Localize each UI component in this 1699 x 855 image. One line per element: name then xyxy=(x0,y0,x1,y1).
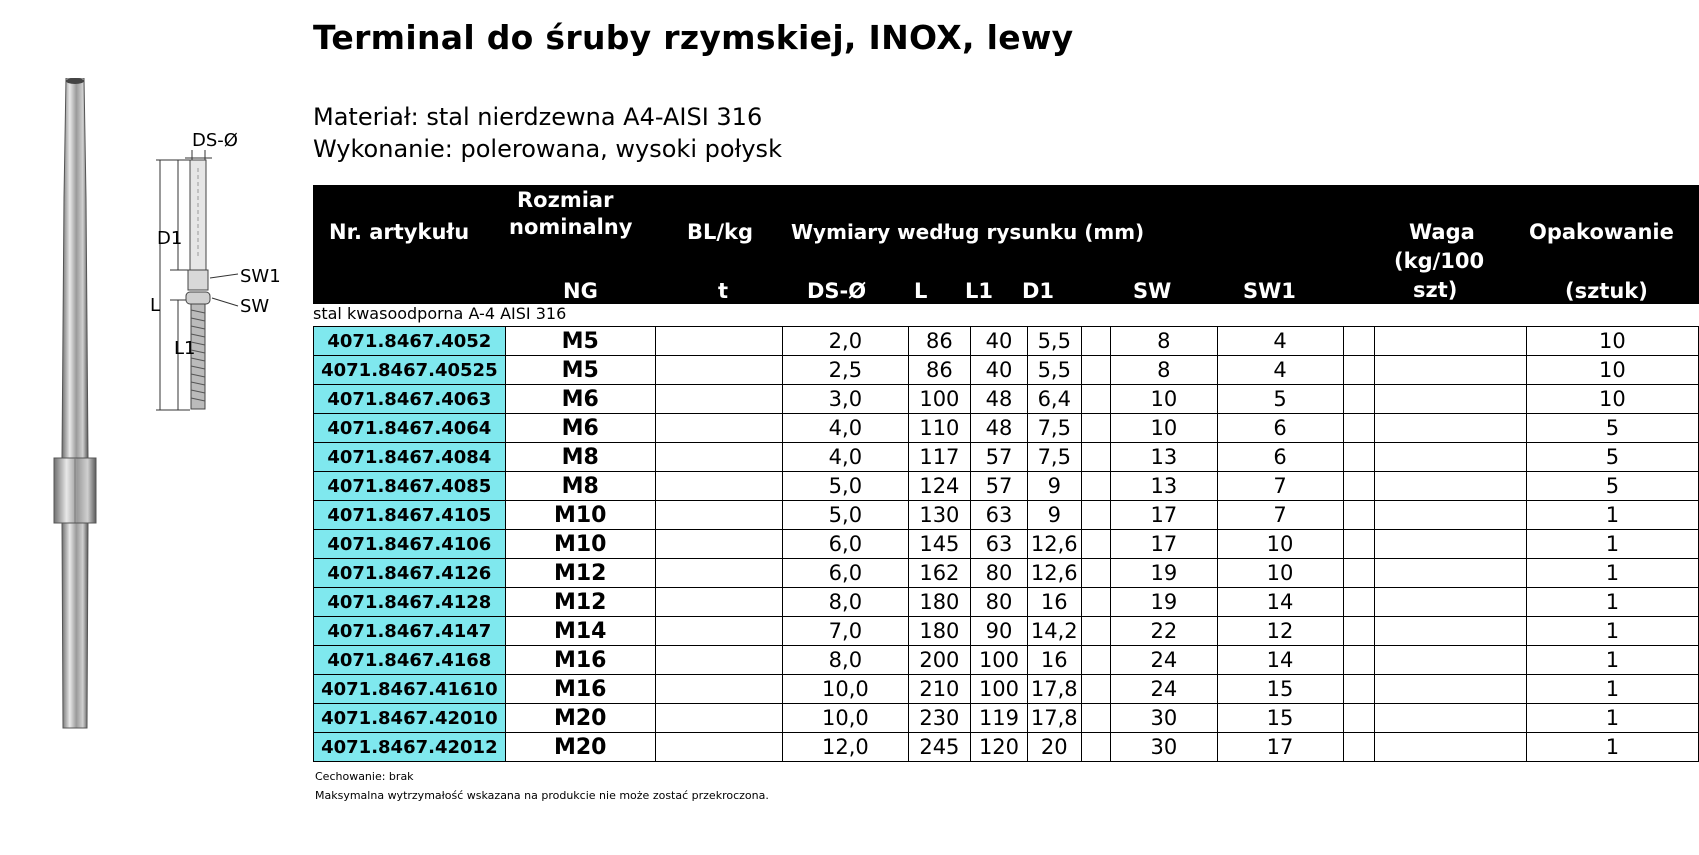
cell-pack: 5 xyxy=(1526,414,1698,443)
table-row xyxy=(314,675,1699,704)
cell-empty xyxy=(1343,327,1374,356)
cell-sw1: 10 xyxy=(1217,530,1343,559)
cell-d1: 9 xyxy=(1027,501,1081,530)
cell-empty xyxy=(1374,443,1526,472)
cell-empty xyxy=(1343,617,1374,646)
cell-sw: 19 xyxy=(1111,559,1217,588)
cell-empty xyxy=(1081,414,1110,443)
cell-sw1: 14 xyxy=(1217,646,1343,675)
cell-ds: 4,0 xyxy=(783,414,908,443)
cell-sw: 13 xyxy=(1111,443,1217,472)
cell-empty xyxy=(1374,733,1526,762)
product-photo xyxy=(40,78,140,732)
cell-empty xyxy=(1343,530,1374,559)
label-sw1: SW1 xyxy=(240,266,281,287)
table-row xyxy=(314,646,1699,675)
table-row xyxy=(314,414,1699,443)
header-pack-unit: (sztuk) xyxy=(1565,279,1648,303)
cell-empty xyxy=(1374,327,1526,356)
cell-d1: 12,6 xyxy=(1027,559,1081,588)
cell-empty xyxy=(1343,443,1374,472)
cell-sw: 22 xyxy=(1111,617,1217,646)
cell-pack: 1 xyxy=(1526,646,1698,675)
cell-sw1: 10 xyxy=(1217,559,1343,588)
header-sw: SW xyxy=(1133,279,1172,303)
cell-empty xyxy=(655,646,782,675)
cell-empty xyxy=(1081,733,1110,762)
cell-l: 145 xyxy=(908,530,971,559)
cell-pack: 1 xyxy=(1526,559,1698,588)
cell-l1: 80 xyxy=(971,588,1028,617)
table-row xyxy=(314,501,1699,530)
cell-empty xyxy=(1374,385,1526,414)
cell-ds: 12,0 xyxy=(783,733,908,762)
cell-ds: 7,0 xyxy=(783,617,908,646)
cell-empty xyxy=(1374,646,1526,675)
header-bl: BL/kg xyxy=(687,220,754,244)
cell-d1: 20 xyxy=(1027,733,1081,762)
cell-empty xyxy=(1343,356,1374,385)
cell-pack: 1 xyxy=(1526,617,1698,646)
cell-empty xyxy=(1081,646,1110,675)
technical-drawing xyxy=(140,128,290,448)
cell-empty xyxy=(1081,356,1110,385)
cell-empty xyxy=(1081,559,1110,588)
table-row xyxy=(314,385,1699,414)
cell-empty xyxy=(655,559,782,588)
cell-ng: M6 xyxy=(505,414,655,443)
cell-empty xyxy=(655,443,782,472)
cell-pack: 5 xyxy=(1526,443,1698,472)
cell-empty xyxy=(1343,646,1374,675)
table-row xyxy=(314,356,1699,385)
footnote-strength: Maksymalna wytrzymałość wskazana na produkcie nie może zostać przekroczona. xyxy=(315,789,769,802)
cell-l: 230 xyxy=(908,704,971,733)
cell-ng: M16 xyxy=(505,675,655,704)
cell-l: 210 xyxy=(908,675,971,704)
cell-d1: 7,5 xyxy=(1027,443,1081,472)
cell-pack: 1 xyxy=(1526,675,1698,704)
cell-sw: 30 xyxy=(1111,704,1217,733)
header-l1: L1 xyxy=(965,279,993,303)
cell-pack: 5 xyxy=(1526,472,1698,501)
cell-sw1: 17 xyxy=(1217,733,1343,762)
cell-ds: 6,0 xyxy=(783,530,908,559)
cell-empty xyxy=(1343,559,1374,588)
cell-l1: 48 xyxy=(971,414,1028,443)
cell-pack: 1 xyxy=(1526,530,1698,559)
cell-l: 200 xyxy=(908,646,971,675)
cell-l1: 57 xyxy=(971,472,1028,501)
cell-ds: 2,5 xyxy=(783,356,908,385)
cell-empty xyxy=(1374,675,1526,704)
cell-sw1: 12 xyxy=(1217,617,1343,646)
cell-d1: 12,6 xyxy=(1027,530,1081,559)
cell-pack: 1 xyxy=(1526,704,1698,733)
cell-sw: 10 xyxy=(1111,385,1217,414)
cell-sw: 8 xyxy=(1111,327,1217,356)
label-l1: L1 xyxy=(174,338,196,359)
cell-art: 4071.8467.4052 xyxy=(314,327,506,356)
cell-l1: 100 xyxy=(971,646,1028,675)
cell-empty xyxy=(1374,617,1526,646)
cell-d1: 14,2 xyxy=(1027,617,1081,646)
cell-art: 4071.8467.40525 xyxy=(314,356,506,385)
cell-sw1: 6 xyxy=(1217,443,1343,472)
cell-sw: 8 xyxy=(1111,356,1217,385)
cell-sw1: 14 xyxy=(1217,588,1343,617)
header-dims: Wymiary według rysunku (mm) xyxy=(791,220,1145,244)
cell-l: 180 xyxy=(908,617,971,646)
cell-empty xyxy=(655,617,782,646)
cell-empty xyxy=(1081,501,1110,530)
cell-l: 180 xyxy=(908,588,971,617)
table-row xyxy=(314,617,1699,646)
cell-art: 4071.8467.4085 xyxy=(314,472,506,501)
cell-sw1: 15 xyxy=(1217,675,1343,704)
cell-empty xyxy=(655,675,782,704)
cell-l: 86 xyxy=(908,327,971,356)
cell-d1: 5,5 xyxy=(1027,327,1081,356)
cell-art: 4071.8467.4126 xyxy=(314,559,506,588)
cell-pack: 1 xyxy=(1526,501,1698,530)
cell-ds: 2,0 xyxy=(783,327,908,356)
cell-art: 4071.8467.4106 xyxy=(314,530,506,559)
cell-art: 4071.8467.4128 xyxy=(314,588,506,617)
table-header xyxy=(313,185,1699,304)
cell-l1: 57 xyxy=(971,443,1028,472)
header-d1: D1 xyxy=(1022,279,1055,303)
cell-empty xyxy=(1374,414,1526,443)
cell-empty xyxy=(1343,472,1374,501)
cell-empty xyxy=(1081,617,1110,646)
header-waga-1: Waga xyxy=(1409,220,1475,244)
table-row xyxy=(314,530,1699,559)
cell-l1: 40 xyxy=(971,356,1028,385)
cell-ng: M20 xyxy=(505,733,655,762)
cell-empty xyxy=(655,414,782,443)
cell-empty xyxy=(1343,501,1374,530)
cell-d1: 5,5 xyxy=(1027,356,1081,385)
cell-art: 4071.8467.42012 xyxy=(314,733,506,762)
cell-pack: 10 xyxy=(1526,356,1698,385)
material-line: Materiał: stal nierdzewna A4-AISI 316 xyxy=(313,103,763,131)
cell-sw: 24 xyxy=(1111,675,1217,704)
cell-ng: M6 xyxy=(505,385,655,414)
label-l: L xyxy=(150,295,161,316)
cell-empty xyxy=(1374,356,1526,385)
cell-sw: 17 xyxy=(1111,501,1217,530)
cell-l: 130 xyxy=(908,501,971,530)
cell-empty xyxy=(655,327,782,356)
cell-empty xyxy=(655,356,782,385)
cell-l1: 90 xyxy=(971,617,1028,646)
header-ng: NG xyxy=(563,279,598,303)
label-ds: DS-Ø xyxy=(192,130,238,151)
cell-sw: 13 xyxy=(1111,472,1217,501)
cell-empty xyxy=(1374,559,1526,588)
cell-ng: M8 xyxy=(505,443,655,472)
cell-d1: 9 xyxy=(1027,472,1081,501)
table-row xyxy=(314,704,1699,733)
header-sw1: SW1 xyxy=(1243,279,1296,303)
cell-sw: 19 xyxy=(1111,588,1217,617)
table-row xyxy=(314,472,1699,501)
cell-ds: 3,0 xyxy=(783,385,908,414)
footnote-marking: Cechowanie: brak xyxy=(315,770,414,783)
cell-ng: M20 xyxy=(505,704,655,733)
header-waga-3: szt) xyxy=(1413,278,1458,302)
cell-ng: M5 xyxy=(505,327,655,356)
cell-ds: 5,0 xyxy=(783,501,908,530)
cell-empty xyxy=(1343,414,1374,443)
cell-empty xyxy=(1081,675,1110,704)
cell-ds: 6,0 xyxy=(783,559,908,588)
product-table xyxy=(313,326,1699,762)
cell-d1: 7,5 xyxy=(1027,414,1081,443)
cell-ng: M8 xyxy=(505,472,655,501)
cell-l1: 63 xyxy=(971,501,1028,530)
page-title: Terminal do śruby rzymskiej, INOX, lewy xyxy=(313,18,1074,57)
cell-d1: 16 xyxy=(1027,588,1081,617)
cell-l: 86 xyxy=(908,356,971,385)
cell-empty xyxy=(1374,501,1526,530)
finish-line: Wykonanie: polerowana, wysoki połysk xyxy=(313,135,782,163)
cell-l: 100 xyxy=(908,385,971,414)
cell-art: 4071.8467.4064 xyxy=(314,414,506,443)
cell-empty xyxy=(1343,588,1374,617)
header-art: Nr. artykułu xyxy=(329,220,470,244)
cell-art: 4071.8467.4168 xyxy=(314,646,506,675)
cell-empty xyxy=(1081,530,1110,559)
cell-empty xyxy=(1343,385,1374,414)
cell-empty xyxy=(1081,588,1110,617)
cell-ds: 5,0 xyxy=(783,472,908,501)
cell-sw1: 7 xyxy=(1217,501,1343,530)
cell-l1: 120 xyxy=(971,733,1028,762)
cell-empty xyxy=(1081,385,1110,414)
header-l: L xyxy=(914,279,928,303)
cell-empty xyxy=(1343,704,1374,733)
cell-empty xyxy=(655,588,782,617)
table-row xyxy=(314,733,1699,762)
cell-pack: 10 xyxy=(1526,385,1698,414)
cell-l1: 100 xyxy=(971,675,1028,704)
header-size-1: Rozmiar xyxy=(517,188,614,212)
cell-l: 162 xyxy=(908,559,971,588)
cell-d1: 17,8 xyxy=(1027,675,1081,704)
cell-empty xyxy=(1374,530,1526,559)
cell-empty xyxy=(1081,472,1110,501)
cell-sw: 30 xyxy=(1111,733,1217,762)
cell-sw1: 4 xyxy=(1217,356,1343,385)
header-ds: DS-Ø xyxy=(807,279,867,303)
cell-empty xyxy=(1081,443,1110,472)
cell-empty xyxy=(655,501,782,530)
cell-sw: 10 xyxy=(1111,414,1217,443)
cell-sw1: 4 xyxy=(1217,327,1343,356)
cell-empty xyxy=(1081,327,1110,356)
cell-pack: 1 xyxy=(1526,733,1698,762)
header-waga-2: (kg/100 xyxy=(1394,249,1485,273)
label-d1: D1 xyxy=(157,228,183,249)
cell-ng: M10 xyxy=(505,530,655,559)
cell-ng: M5 xyxy=(505,356,655,385)
cell-empty xyxy=(655,704,782,733)
cell-ng: M16 xyxy=(505,646,655,675)
table-row xyxy=(314,559,1699,588)
cell-sw1: 5 xyxy=(1217,385,1343,414)
cell-empty xyxy=(1343,733,1374,762)
material-note: stal kwasoodporna A-4 AISI 316 xyxy=(313,304,567,323)
table-row xyxy=(314,443,1699,472)
cell-pack: 10 xyxy=(1526,327,1698,356)
cell-empty xyxy=(655,733,782,762)
cell-empty xyxy=(655,530,782,559)
label-sw: SW xyxy=(240,296,270,317)
cell-l: 117 xyxy=(908,443,971,472)
cell-d1: 16 xyxy=(1027,646,1081,675)
cell-ds: 10,0 xyxy=(783,704,908,733)
cell-l1: 40 xyxy=(971,327,1028,356)
cell-ng: M14 xyxy=(505,617,655,646)
cell-ds: 8,0 xyxy=(783,646,908,675)
cell-art: 4071.8467.42010 xyxy=(314,704,506,733)
cell-ds: 8,0 xyxy=(783,588,908,617)
cell-sw1: 6 xyxy=(1217,414,1343,443)
cell-art: 4071.8467.4105 xyxy=(314,501,506,530)
cell-l1: 48 xyxy=(971,385,1028,414)
cell-d1: 6,4 xyxy=(1027,385,1081,414)
cell-l1: 119 xyxy=(971,704,1028,733)
cell-ng: M12 xyxy=(505,559,655,588)
cell-ds: 10,0 xyxy=(783,675,908,704)
cell-empty xyxy=(1081,704,1110,733)
cell-sw: 17 xyxy=(1111,530,1217,559)
cell-l1: 80 xyxy=(971,559,1028,588)
cell-pack: 1 xyxy=(1526,588,1698,617)
cell-l1: 63 xyxy=(971,530,1028,559)
header-pack: Opakowanie xyxy=(1529,220,1674,244)
cell-art: 4071.8467.41610 xyxy=(314,675,506,704)
table-row xyxy=(314,327,1699,356)
cell-l: 110 xyxy=(908,414,971,443)
cell-art: 4071.8467.4063 xyxy=(314,385,506,414)
cell-empty xyxy=(1374,704,1526,733)
cell-ds: 4,0 xyxy=(783,443,908,472)
cell-empty xyxy=(1343,675,1374,704)
cell-empty xyxy=(655,385,782,414)
cell-l: 124 xyxy=(908,472,971,501)
header-t: t xyxy=(718,279,729,303)
cell-empty xyxy=(1374,472,1526,501)
cell-sw1: 15 xyxy=(1217,704,1343,733)
cell-d1: 17,8 xyxy=(1027,704,1081,733)
cell-ng: M10 xyxy=(505,501,655,530)
header-size-2: nominalny xyxy=(509,215,633,239)
cell-art: 4071.8467.4147 xyxy=(314,617,506,646)
cell-art: 4071.8467.4084 xyxy=(314,443,506,472)
table-row xyxy=(314,588,1699,617)
cell-ng: M12 xyxy=(505,588,655,617)
cell-sw: 24 xyxy=(1111,646,1217,675)
cell-sw1: 7 xyxy=(1217,472,1343,501)
cell-empty xyxy=(655,472,782,501)
cell-l: 245 xyxy=(908,733,971,762)
cell-empty xyxy=(1374,588,1526,617)
